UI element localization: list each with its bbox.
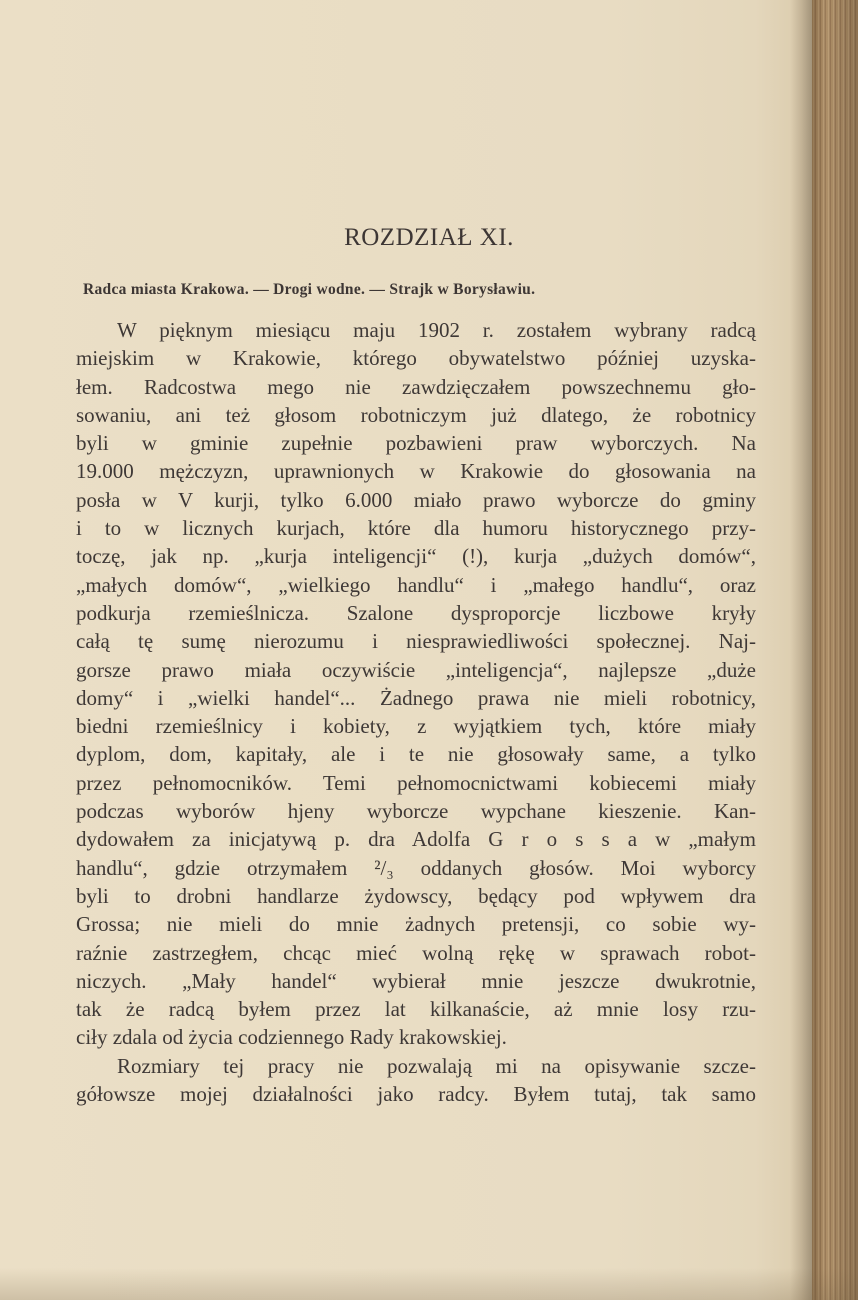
text-line: tak że radcą byłem przez lat kilkanaście, aż mnie losy rzu- [76, 997, 756, 1022]
text-line: „małych domów“, „wielkiego handlu“ i „małego handlu“, oraz [76, 572, 756, 597]
page-gutter-shadow [790, 0, 812, 1300]
text-line: byli w gminie zupełnie pozbawieni praw wyborczych. Na [76, 431, 756, 456]
chapter-title: ROZDZIAŁ XI. [344, 224, 514, 251]
text-line: dyplom, dom, kapitały, ale i te nie głosowały same, a tylko [76, 742, 756, 767]
bottom-shadow [0, 1268, 858, 1300]
text-line: handlu“, gdzie otrzymałem ²/₃ oddanych głosów. Moi wyborcy [76, 855, 756, 880]
text-line: toczę, jak np. „kurja inteligencji“ (!), kurja „dużych domów“, [76, 544, 756, 569]
text-line: raźnie zastrzegłem, chcąc mieć wolną rękę w sprawach robot- [76, 940, 756, 965]
text-line: miejskim w Krakowie, którego obywatelstwo później uzyska- [76, 346, 756, 371]
text-line: gorsze prawo miała oczywiście „inteligencja“, najlepsze „duże [76, 657, 756, 682]
text-line: niczych. „Mały handel“ wybierał mnie jeszcze dwukrotnie, [76, 968, 756, 993]
text-line: gółowsze mojej działalności jako radcy. Byłem tutaj, tak samo [76, 1082, 756, 1107]
text-line: biedni rzemieślnicy i kobiety, z wyjątkiem tych, które miały [76, 714, 756, 739]
text-line: dydowałem za inicjatywą p. dra Adolfa G r o s s a w „małym [76, 827, 756, 852]
text-line: byli to drobni handlarze żydowscy, będący pod wpływem dra [76, 883, 756, 908]
text-line: podkurja rzemieślnicza. Szalone dysproporcje liczbowe kryły [76, 600, 756, 625]
text-line: łem. Radcostwa mego nie zawdzięczałem powszechnemu gło- [76, 374, 756, 399]
text-line: 19.000 mężczyzn, uprawnionych w Krakowie do głosowania na [76, 459, 756, 484]
text-line: posła w V kurji, tylko 6.000 miało prawo wyborcze do gminy [76, 487, 756, 512]
body-text [76, 316, 756, 1108]
chapter-subtitle: Radca miasta Krakowa. — Drogi wodne. — Strajk w Borysławiu. [83, 281, 536, 298]
text-line: domy“ i „wielki handel“... Żadnego prawa nie mieli robotnicy, [76, 685, 756, 710]
text-line: Grossa; nie mieli do mnie żadnych pretensji, co sobie wy- [76, 912, 756, 937]
text-line: W pięknym miesiącu maju 1902 r. zostałem wybrany radcą [117, 318, 756, 342]
text-line: przez pełnomocników. Temi pełnomocnictwami kobiecemi miały [76, 770, 756, 795]
text-line: sowaniu, ani też głosom robotniczym już dlatego, że robotnicy [76, 402, 756, 427]
text-line: podczas wyborów hjeny wyborcze wypchane kieszenie. Kan- [76, 799, 756, 824]
text-line: i to w licznych kurjach, które dla humoru historycznego przy- [76, 516, 756, 541]
text-line: Rozmiary tej pracy nie pozwalają mi na opisywanie szcze- [117, 1053, 756, 1078]
text-line: całą tę sumę nierozumu i niesprawiedliwości społecznej. Naj- [76, 629, 756, 654]
text-line: ciły zdala od życia codziennego Rady krakowskiej. [76, 1025, 507, 1050]
page-edge-shade [812, 0, 858, 1300]
